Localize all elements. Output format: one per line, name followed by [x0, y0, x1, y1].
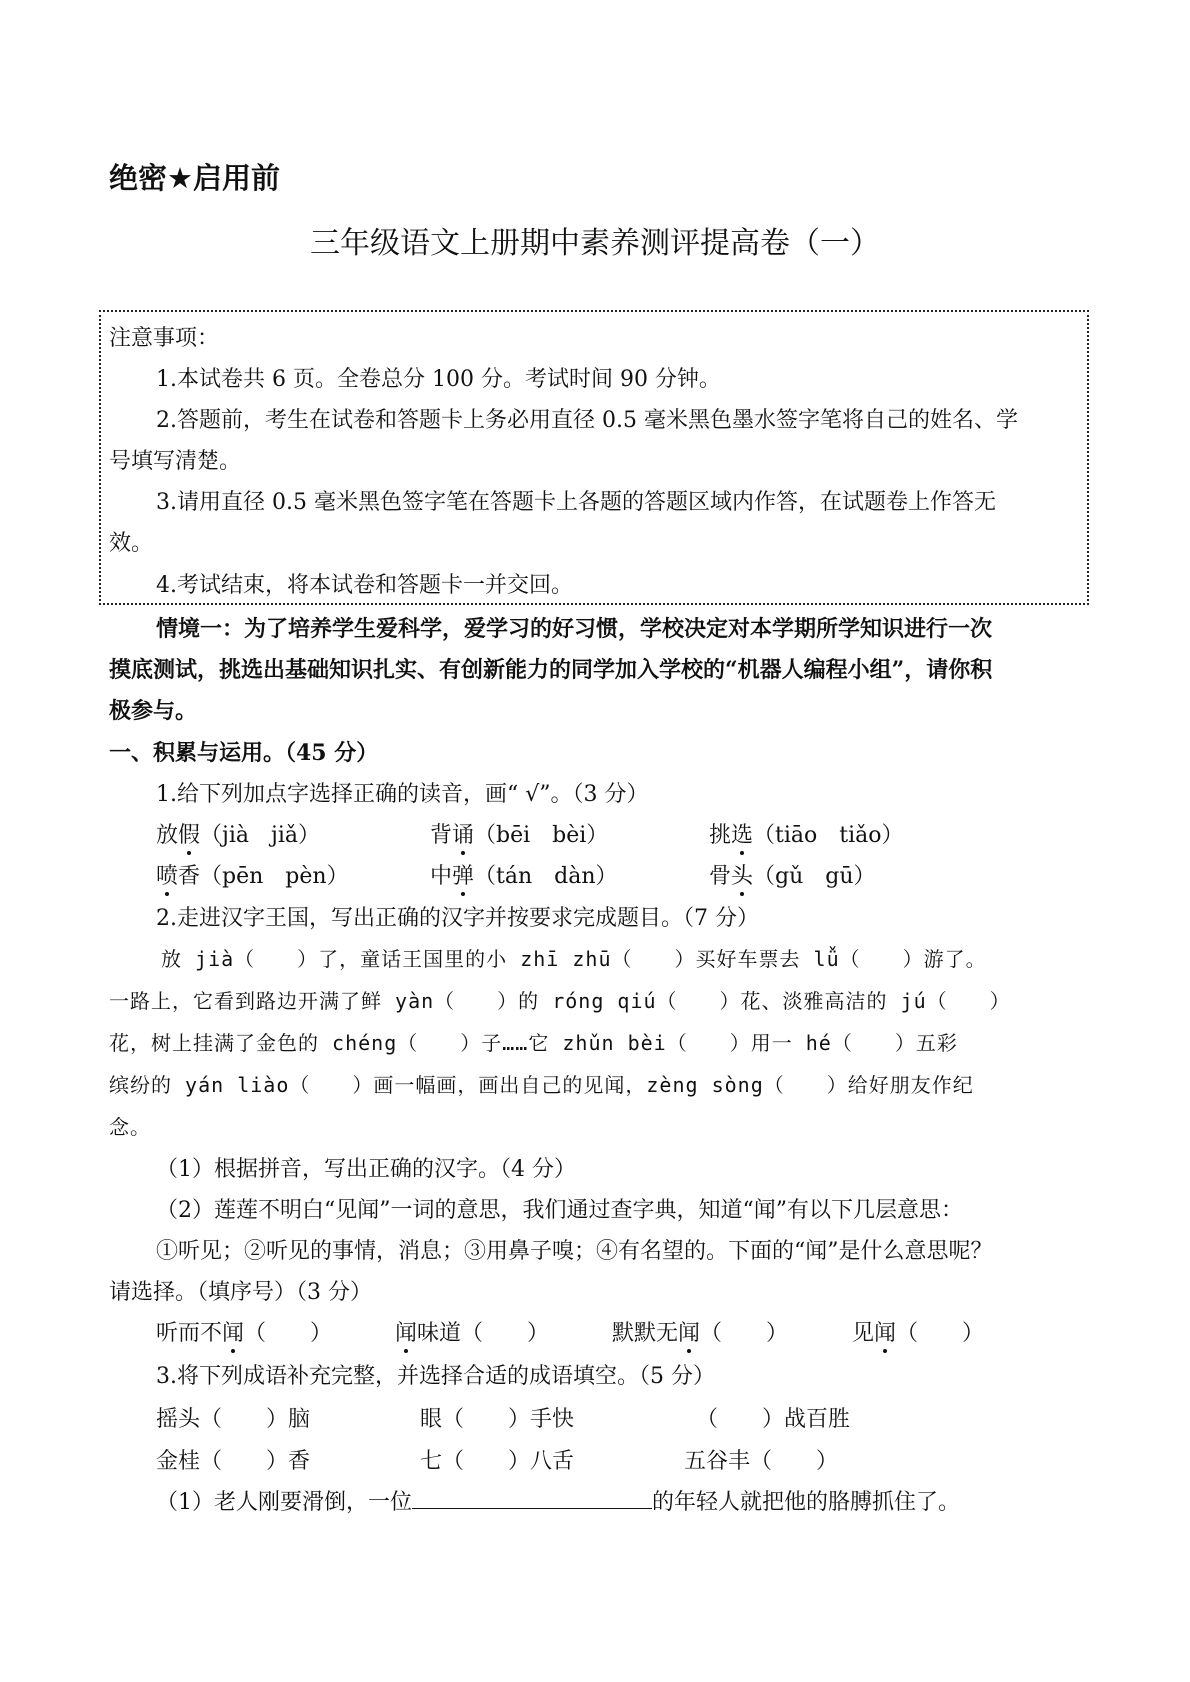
dotted-char: 假 — [178, 823, 201, 848]
q2-passage-line: 放 jià（ ）了，童话王国里的小 zhī zhū（ ）买好车票去 lǚ（ ）游了。 — [140, 947, 987, 971]
notice-box — [99, 310, 1089, 605]
notice-heading: 注意事项： — [109, 326, 220, 351]
q3-idiom: 七（ ）八舌 — [420, 1449, 575, 1474]
dotted-char: 头 — [731, 864, 754, 889]
notice-item-3: 3.请用直径 0.5 毫米黑色签字笔在答题卡上各题的答题区域内作答，在试题卷上作答无 — [156, 490, 996, 515]
q1-prompt: 1.给下列加点字选择正确的读音，画“ √”。（3 分） — [156, 782, 649, 807]
q2-passage-line: 花，树上挂满了金色的 chéng（ ）子……它 zhǔn bèi（ ）用一 hé（ ）五彩 — [109, 1031, 958, 1055]
q2-choice: 闻味道（ ） — [395, 1321, 550, 1346]
q3-prompt: 3.将下列成语补充完整，并选择合适的成语填空。（5 分） — [156, 1364, 715, 1389]
q2-prompt: 2.走进汉字王国，写出正确的汉字并按要求完成题目。（7 分） — [156, 906, 759, 931]
q2-choice: 见闻（ ） — [852, 1321, 985, 1346]
q3-idiom: （ ）战百胜 — [696, 1407, 851, 1432]
exam-title: 三年级语文上册期中素养测评提高卷（一） — [310, 226, 880, 261]
scenario-line-2: 摸底测试，挑选出基础知识扎实、有创新能力的同学加入学校的“机器人编程小组”，请你积 — [109, 657, 993, 683]
notice-item-2: 2.答题前，考生在试卷和答题卡上务必用直径 0.5 毫米黑色墨水签字笔将自己的姓名、学 — [156, 408, 1018, 433]
q2-choice: 默默无闻（ ） — [612, 1321, 789, 1346]
q3-idiom: 摇头（ ）脑 — [156, 1407, 311, 1432]
q2-sub2-line: （2）莲莲不明白“见闻”一词的意思，我们通过查字典，知道“闻”有以下几层意思： — [156, 1198, 963, 1223]
dotted-char: 选 — [731, 823, 754, 848]
q3-sub1: （1）老人刚要滑倒，一位 的年轻人就把他的胳膊抓住了。 — [156, 1490, 961, 1515]
q2-sub1: （1）根据拼音，写出正确的汉字。（4 分） — [156, 1157, 576, 1182]
section-1-heading: 一、积累与运用。（45 分） — [109, 740, 379, 766]
scenario-line-1: 情境一：为了培养学生爱科学，爱学习的好习惯，学校决定对本学期所学知识进行一次 — [156, 616, 993, 642]
scenario-line-3: 极参与。 — [109, 698, 198, 724]
dotted-char: 闻 — [678, 1321, 701, 1346]
q1-item: 背诵（bēi bèi） — [430, 823, 609, 848]
dotted-char: 弹 — [452, 864, 475, 889]
q2-sub2-line: 请选择。（填序号）（3 分） — [109, 1280, 372, 1305]
q3-idiom: 金桂（ ）香 — [156, 1449, 311, 1474]
q2-passage-line: 缤纷的 yán liào（ ）画一幅画，画出自己的见闻，zèng sòng（ ）给好朋友作纪 — [109, 1073, 974, 1097]
q2-sub2-line: ①听见；②听见的事情，消息；③用鼻子嗅；④有名望的。下面的“闻”是什么意思呢？ — [156, 1239, 993, 1264]
answer-blank[interactable] — [412, 1488, 652, 1509]
dotted-char: 闻 — [222, 1321, 245, 1346]
q3-idiom: 眼（ ）手快 — [420, 1407, 575, 1432]
q1-item: 中弹（tán dàn） — [430, 864, 618, 889]
q1-item: 放假（jià jiǎ） — [156, 823, 320, 848]
q1-item: 喷香（pēn pèn） — [156, 864, 349, 889]
q2-passage-line: 一路上，它看到路边开满了鲜 yàn（ ）的 róng qiú（ ）花、淡雅高洁的 jú（ ） — [109, 989, 1011, 1013]
q2-choice: 听而不闻（ ） — [156, 1321, 333, 1346]
dotted-char: 喷 — [156, 864, 179, 889]
dotted-char: 闻 — [874, 1321, 897, 1346]
q2-passage-line: 念。 — [109, 1115, 151, 1139]
notice-item-1: 1.本试卷共 6 页。全卷总分 100 分。考试时间 90 分钟。 — [156, 367, 721, 392]
dotted-char: 诵 — [452, 823, 475, 848]
q3-idiom: 五谷丰（ ） — [684, 1449, 839, 1474]
notice-item-3-cont: 效。 — [109, 531, 154, 556]
dotted-char: 闻 — [395, 1321, 418, 1346]
q1-item: 挑选（tiāo tiǎo） — [709, 823, 904, 848]
confidential-label: 绝密★启用前 — [109, 161, 280, 195]
notice-item-4: 4.考试结束，将本试卷和答题卡一并交回。 — [156, 573, 573, 598]
q1-item: 骨头（gǔ gū） — [709, 864, 876, 889]
notice-item-2-cont: 号填写清楚。 — [109, 449, 242, 474]
